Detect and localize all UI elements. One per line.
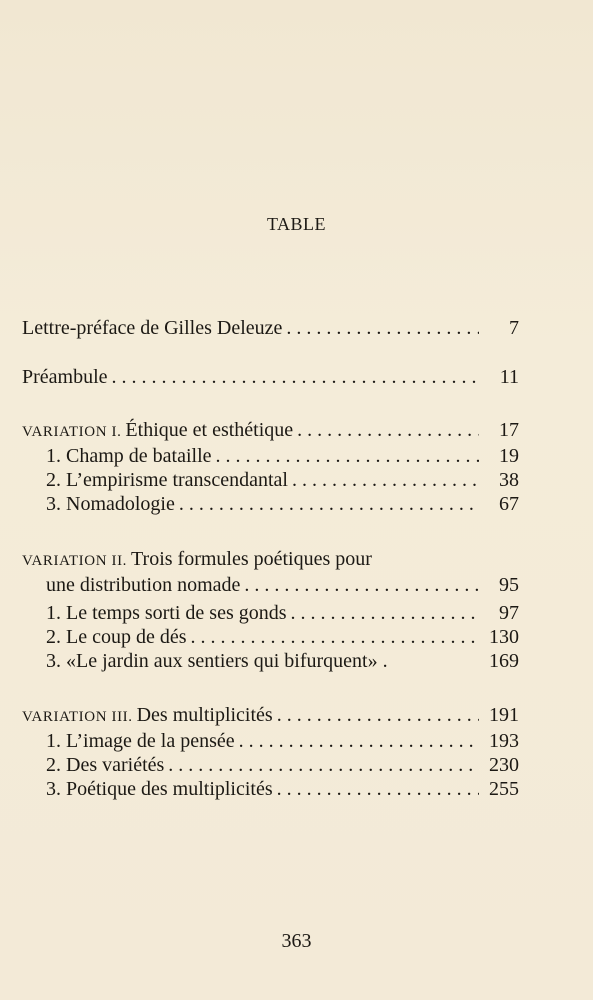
variation-prefix: VARIATION I. xyxy=(22,424,122,440)
variation-title: Des multiplicités xyxy=(136,704,273,726)
toc-page-number: 97 xyxy=(499,602,519,624)
toc-subentry xyxy=(22,601,519,625)
toc-page-number: 67 xyxy=(499,493,519,515)
toc-section-variation-1 xyxy=(22,418,519,516)
toc-label: 1. L’image de la pensée xyxy=(46,730,235,752)
leader-dots xyxy=(297,418,479,442)
toc-label: 2. L’empirisme transcendantal xyxy=(46,469,288,491)
toc-label: 3. «Le jardin aux sentiers qui bifurquent» . xyxy=(46,650,388,672)
toc-page-number: 11 xyxy=(499,366,519,388)
leader-dots xyxy=(286,316,479,340)
toc-page-number: 169 xyxy=(489,650,519,672)
leader-dots xyxy=(179,492,479,516)
toc-label: 3. Poétique des multiplicités xyxy=(46,778,273,800)
toc-label xyxy=(22,703,273,729)
toc-page-number: 19 xyxy=(499,445,519,467)
toc-label: 2. Des variétés xyxy=(46,754,165,776)
toc-subentry xyxy=(22,492,519,516)
toc-label xyxy=(22,418,293,444)
leader-dots xyxy=(291,601,479,625)
toc-subentry xyxy=(22,649,519,673)
leader-dots xyxy=(191,625,479,649)
toc-label: Préambule xyxy=(22,366,108,388)
toc-entry-preambule xyxy=(22,365,519,389)
page-number: 363 xyxy=(281,930,312,952)
toc-page-number: 230 xyxy=(489,754,519,776)
variation-title: Éthique et esthétique xyxy=(125,419,294,441)
leader-dots xyxy=(112,365,479,389)
toc-section-variation-2 xyxy=(22,547,519,673)
toc-label-continued xyxy=(22,573,519,597)
toc-subentry xyxy=(22,753,519,777)
leader-dots xyxy=(216,444,479,468)
toc-page-number: 7 xyxy=(509,317,519,339)
toc-subentry xyxy=(22,777,519,801)
leader-dots xyxy=(292,468,479,492)
page-title: TABLE xyxy=(266,214,327,234)
toc-label: 1. Le temps sorti de ses gonds xyxy=(46,602,287,624)
toc-page-number: 95 xyxy=(499,574,519,596)
toc-subentry xyxy=(22,444,519,468)
toc-page-number: 193 xyxy=(489,730,519,752)
toc-page-number: 17 xyxy=(499,419,519,441)
variation-title: Trois formules poétiques pour xyxy=(131,548,372,570)
toc-subentry xyxy=(22,729,519,753)
leader-dots xyxy=(244,573,479,597)
toc-label: une distribution nomade xyxy=(46,574,241,596)
leader-dots xyxy=(277,703,479,727)
leader-dots xyxy=(239,729,479,753)
toc-label: 1. Champ de bataille xyxy=(46,445,212,467)
variation-prefix: VARIATION III. xyxy=(22,709,133,725)
toc-subentry xyxy=(22,625,519,649)
variation-prefix: VARIATION II. xyxy=(22,553,128,569)
toc-page-number: 255 xyxy=(489,778,519,800)
toc-section-variation-3 xyxy=(22,703,519,801)
toc-label: 2. Le coup de dés xyxy=(46,626,187,648)
toc-entry-lettre xyxy=(22,316,519,340)
toc-page-number: 38 xyxy=(499,469,519,491)
toc-page-number: 191 xyxy=(489,704,519,726)
leader-dots xyxy=(168,753,479,777)
toc-label-line xyxy=(22,547,519,573)
toc-page-number: 130 xyxy=(489,626,519,648)
leader-dots xyxy=(277,777,479,801)
toc-label: 3. Nomadologie xyxy=(46,493,175,515)
toc-subentry xyxy=(22,468,519,492)
toc-label: Lettre-préface de Gilles Deleuze xyxy=(22,317,283,339)
